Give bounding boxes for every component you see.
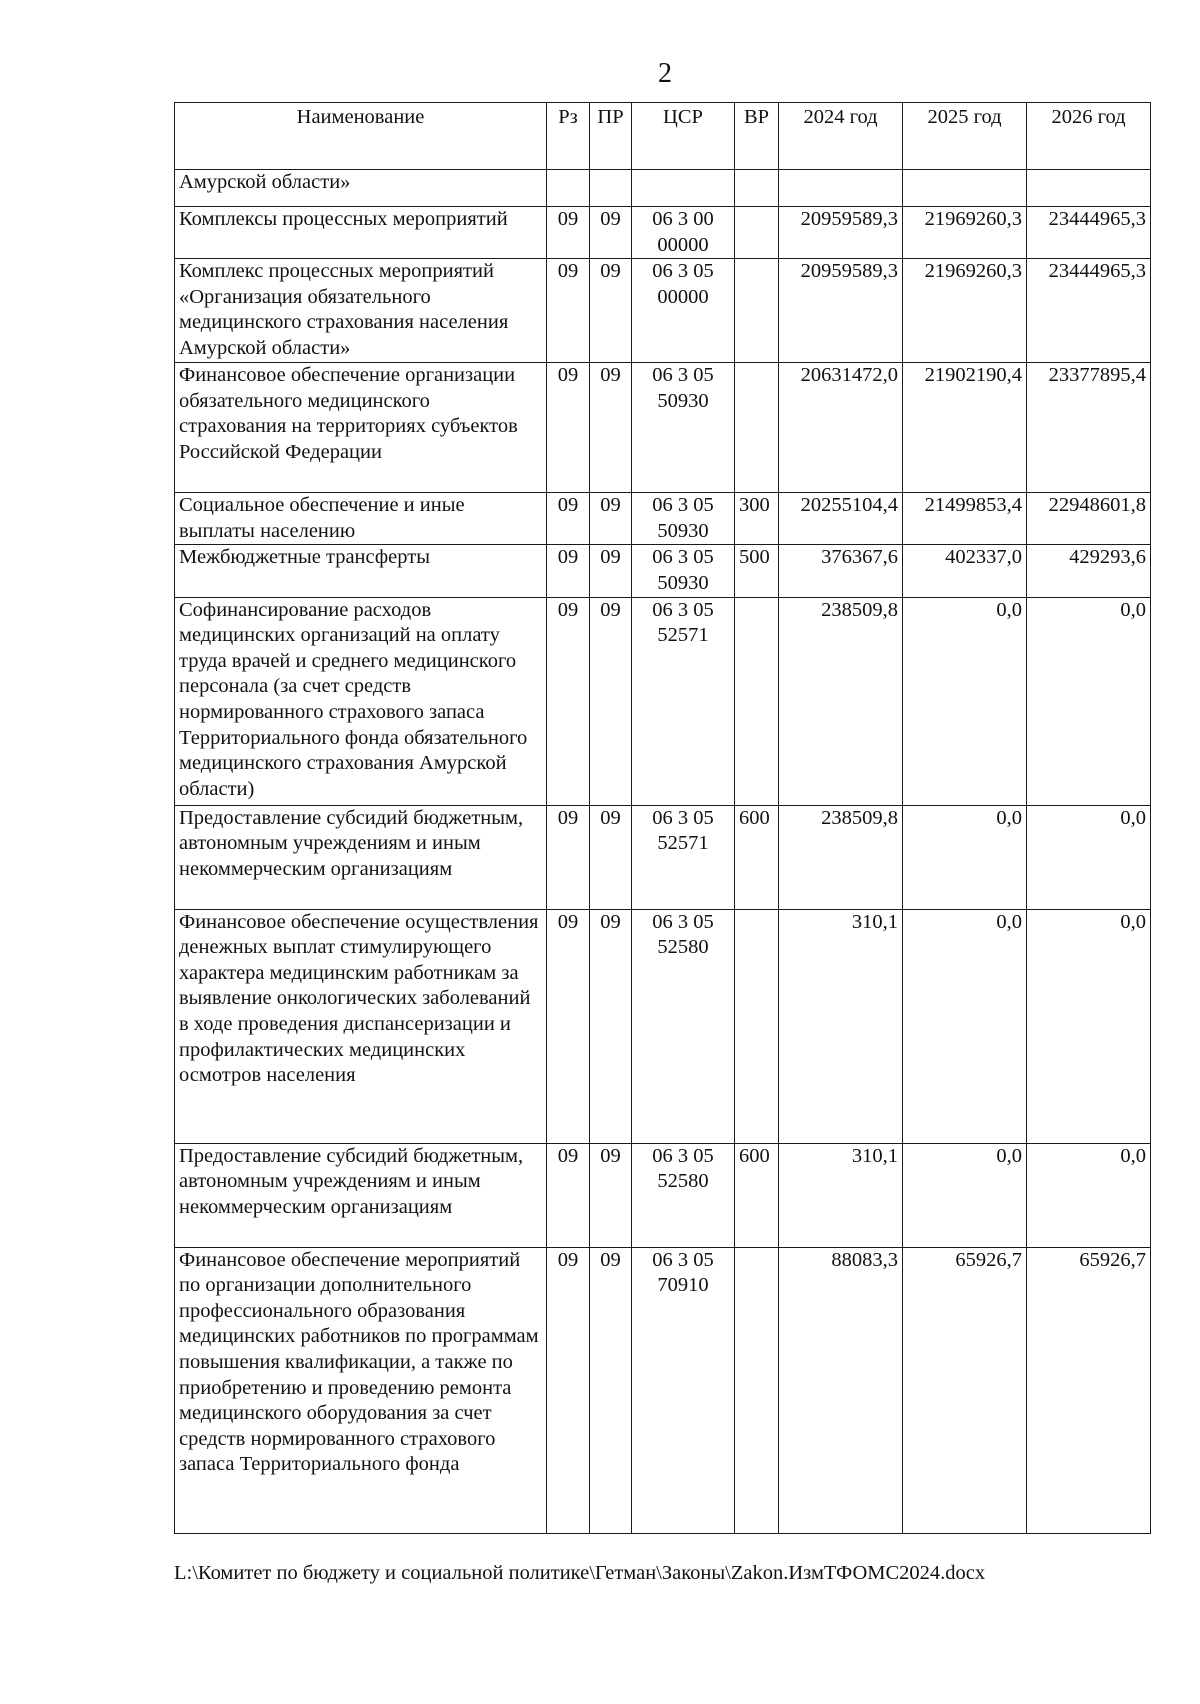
row-rz: 09 [547,545,590,597]
row-name: Финансовое обеспечение мероприятий по организации дополнительного профессионального образования медицинских работников по программам повышения квалификации, а также по приобретению и проведению ремонта медицинского оборудования за счет средств нормированного страхового запаса Территориального фонда [175,1247,547,1533]
row-2026: 429293,6 [1027,545,1151,597]
row-rz: 09 [547,493,590,545]
row-2024: 20255104,4 [779,493,903,545]
row-vr: 300 [735,493,779,545]
header-2025: 2025 год [903,103,1027,170]
row-2026: 0,0 [1027,597,1151,805]
row-2024: 20959589,3 [779,207,903,259]
row-2025: 0,0 [903,805,1027,909]
row-rz: 09 [547,259,590,363]
row-vr: 600 [735,805,779,909]
header-pr: ПР [590,103,632,170]
row-rz: 09 [547,909,590,1143]
table-row [175,1247,1151,1533]
table-row [175,805,1151,909]
row-rz: 09 [547,207,590,259]
table-row [175,909,1151,1143]
row-csr: 06 3 05 50930 [632,493,735,545]
row-2025 [903,170,1027,207]
row-name: Амурской области» [175,170,547,207]
row-name: Комплексы процессных мероприятий [175,207,547,259]
row-name: Социальное обеспечение и иные выплаты населению [175,493,547,545]
row-2026: 23377895,4 [1027,363,1151,493]
header-rz: Рз [547,103,590,170]
row-pr: 09 [590,363,632,493]
row-2024: 20959589,3 [779,259,903,363]
header-csr: ЦСР [632,103,735,170]
file-path-footer: L:\Комитет по бюджету и социальной политике\Гетман\Законы\Zakon.ИзмТФОМС2024.docx [174,1562,986,1584]
row-2024: 310,1 [779,909,903,1143]
row-csr: 06 3 05 52580 [632,909,735,1143]
row-pr: 09 [590,1143,632,1247]
row-2025: 402337,0 [903,545,1027,597]
row-2026: 65926,7 [1027,1247,1151,1533]
table-row [175,545,1151,597]
row-2026: 0,0 [1027,909,1151,1143]
row-2025: 21969260,3 [903,259,1027,363]
row-name: Предоставление субсидий бюджетным, автономным учреждениям и иным некоммерческим организациям [175,1143,547,1247]
row-pr: 09 [590,805,632,909]
row-vr [735,259,779,363]
row-pr [590,170,632,207]
row-name: Комплекс процессных мероприятий «Организация обязательного медицинского страхования населения Амурской области» [175,259,547,363]
row-name: Софинансирование расходов медицинских организаций на оплату труда врачей и среднего медицинского персонала (за счет средств нормированного страхового запаса Территориального фонда обязательного медицинского страхования Амурской области) [175,597,547,805]
row-vr: 600 [735,1143,779,1247]
row-csr: 06 3 05 70910 [632,1247,735,1533]
header-vr: ВР [735,103,779,170]
row-name: Финансовое обеспечение организации обязательного медицинского страхования на территориях субъектов Российской Федерации [175,363,547,493]
row-2024: 238509,8 [779,805,903,909]
row-pr: 09 [590,259,632,363]
row-csr: 06 3 05 50930 [632,545,735,597]
row-name: Предоставление субсидий бюджетным, автономным учреждениям и иным некоммерческим организациям [175,805,547,909]
table-row [175,259,1151,363]
row-rz: 09 [547,805,590,909]
row-csr [632,170,735,207]
row-2026: 23444965,3 [1027,207,1151,259]
row-2026: 0,0 [1027,805,1151,909]
header-2026: 2026 год [1027,103,1151,170]
row-2025: 21969260,3 [903,207,1027,259]
row-2026 [1027,170,1151,207]
row-vr [735,1247,779,1533]
row-vr [735,363,779,493]
row-csr: 06 3 05 52571 [632,805,735,909]
table-row [175,207,1151,259]
row-pr: 09 [590,1247,632,1533]
page-number: 2 [658,58,672,89]
row-pr: 09 [590,493,632,545]
row-2024: 310,1 [779,1143,903,1247]
row-2024 [779,170,903,207]
table-row [175,1143,1151,1247]
row-name: Финансовое обеспечение осуществления денежных выплат стимулирующего характера медицинским работникам за выявление онкологических заболеваний в ходе проведения диспансеризации и профилактических медицинских осмотров населения [175,909,547,1143]
row-pr: 09 [590,207,632,259]
row-csr: 06 3 05 52580 [632,1143,735,1247]
row-rz: 09 [547,363,590,493]
table-row [175,493,1151,545]
row-vr [735,170,779,207]
row-2026: 0,0 [1027,1143,1151,1247]
table-row [175,597,1151,805]
row-vr: 500 [735,545,779,597]
row-2024: 20631472,0 [779,363,903,493]
row-2024: 376367,6 [779,545,903,597]
row-vr [735,207,779,259]
row-2025: 65926,7 [903,1247,1027,1533]
row-2025: 0,0 [903,597,1027,805]
table-row [175,363,1151,493]
row-name: Межбюджетные трансферты [175,545,547,597]
row-2025: 21499853,4 [903,493,1027,545]
table-header-row [175,103,1151,170]
row-2025: 21902190,4 [903,363,1027,493]
row-2024: 88083,3 [779,1247,903,1533]
row-rz: 09 [547,1143,590,1247]
row-pr: 09 [590,597,632,805]
row-pr: 09 [590,545,632,597]
row-rz [547,170,590,207]
budget-table [174,102,1151,1534]
row-2025: 0,0 [903,909,1027,1143]
row-2026: 23444965,3 [1027,259,1151,363]
row-rz: 09 [547,1247,590,1533]
row-pr: 09 [590,909,632,1143]
row-vr [735,909,779,1143]
header-name: Наименование [175,103,547,170]
row-vr [735,597,779,805]
row-2024: 238509,8 [779,597,903,805]
row-rz: 09 [547,597,590,805]
row-2025: 0,0 [903,1143,1027,1247]
row-csr: 06 3 05 52571 [632,597,735,805]
row-2026: 22948601,8 [1027,493,1151,545]
row-csr: 06 3 05 50930 [632,363,735,493]
table-row [175,170,1151,207]
header-2024: 2024 год [779,103,903,170]
row-csr: 06 3 05 00000 [632,259,735,363]
row-csr: 06 3 00 00000 [632,207,735,259]
